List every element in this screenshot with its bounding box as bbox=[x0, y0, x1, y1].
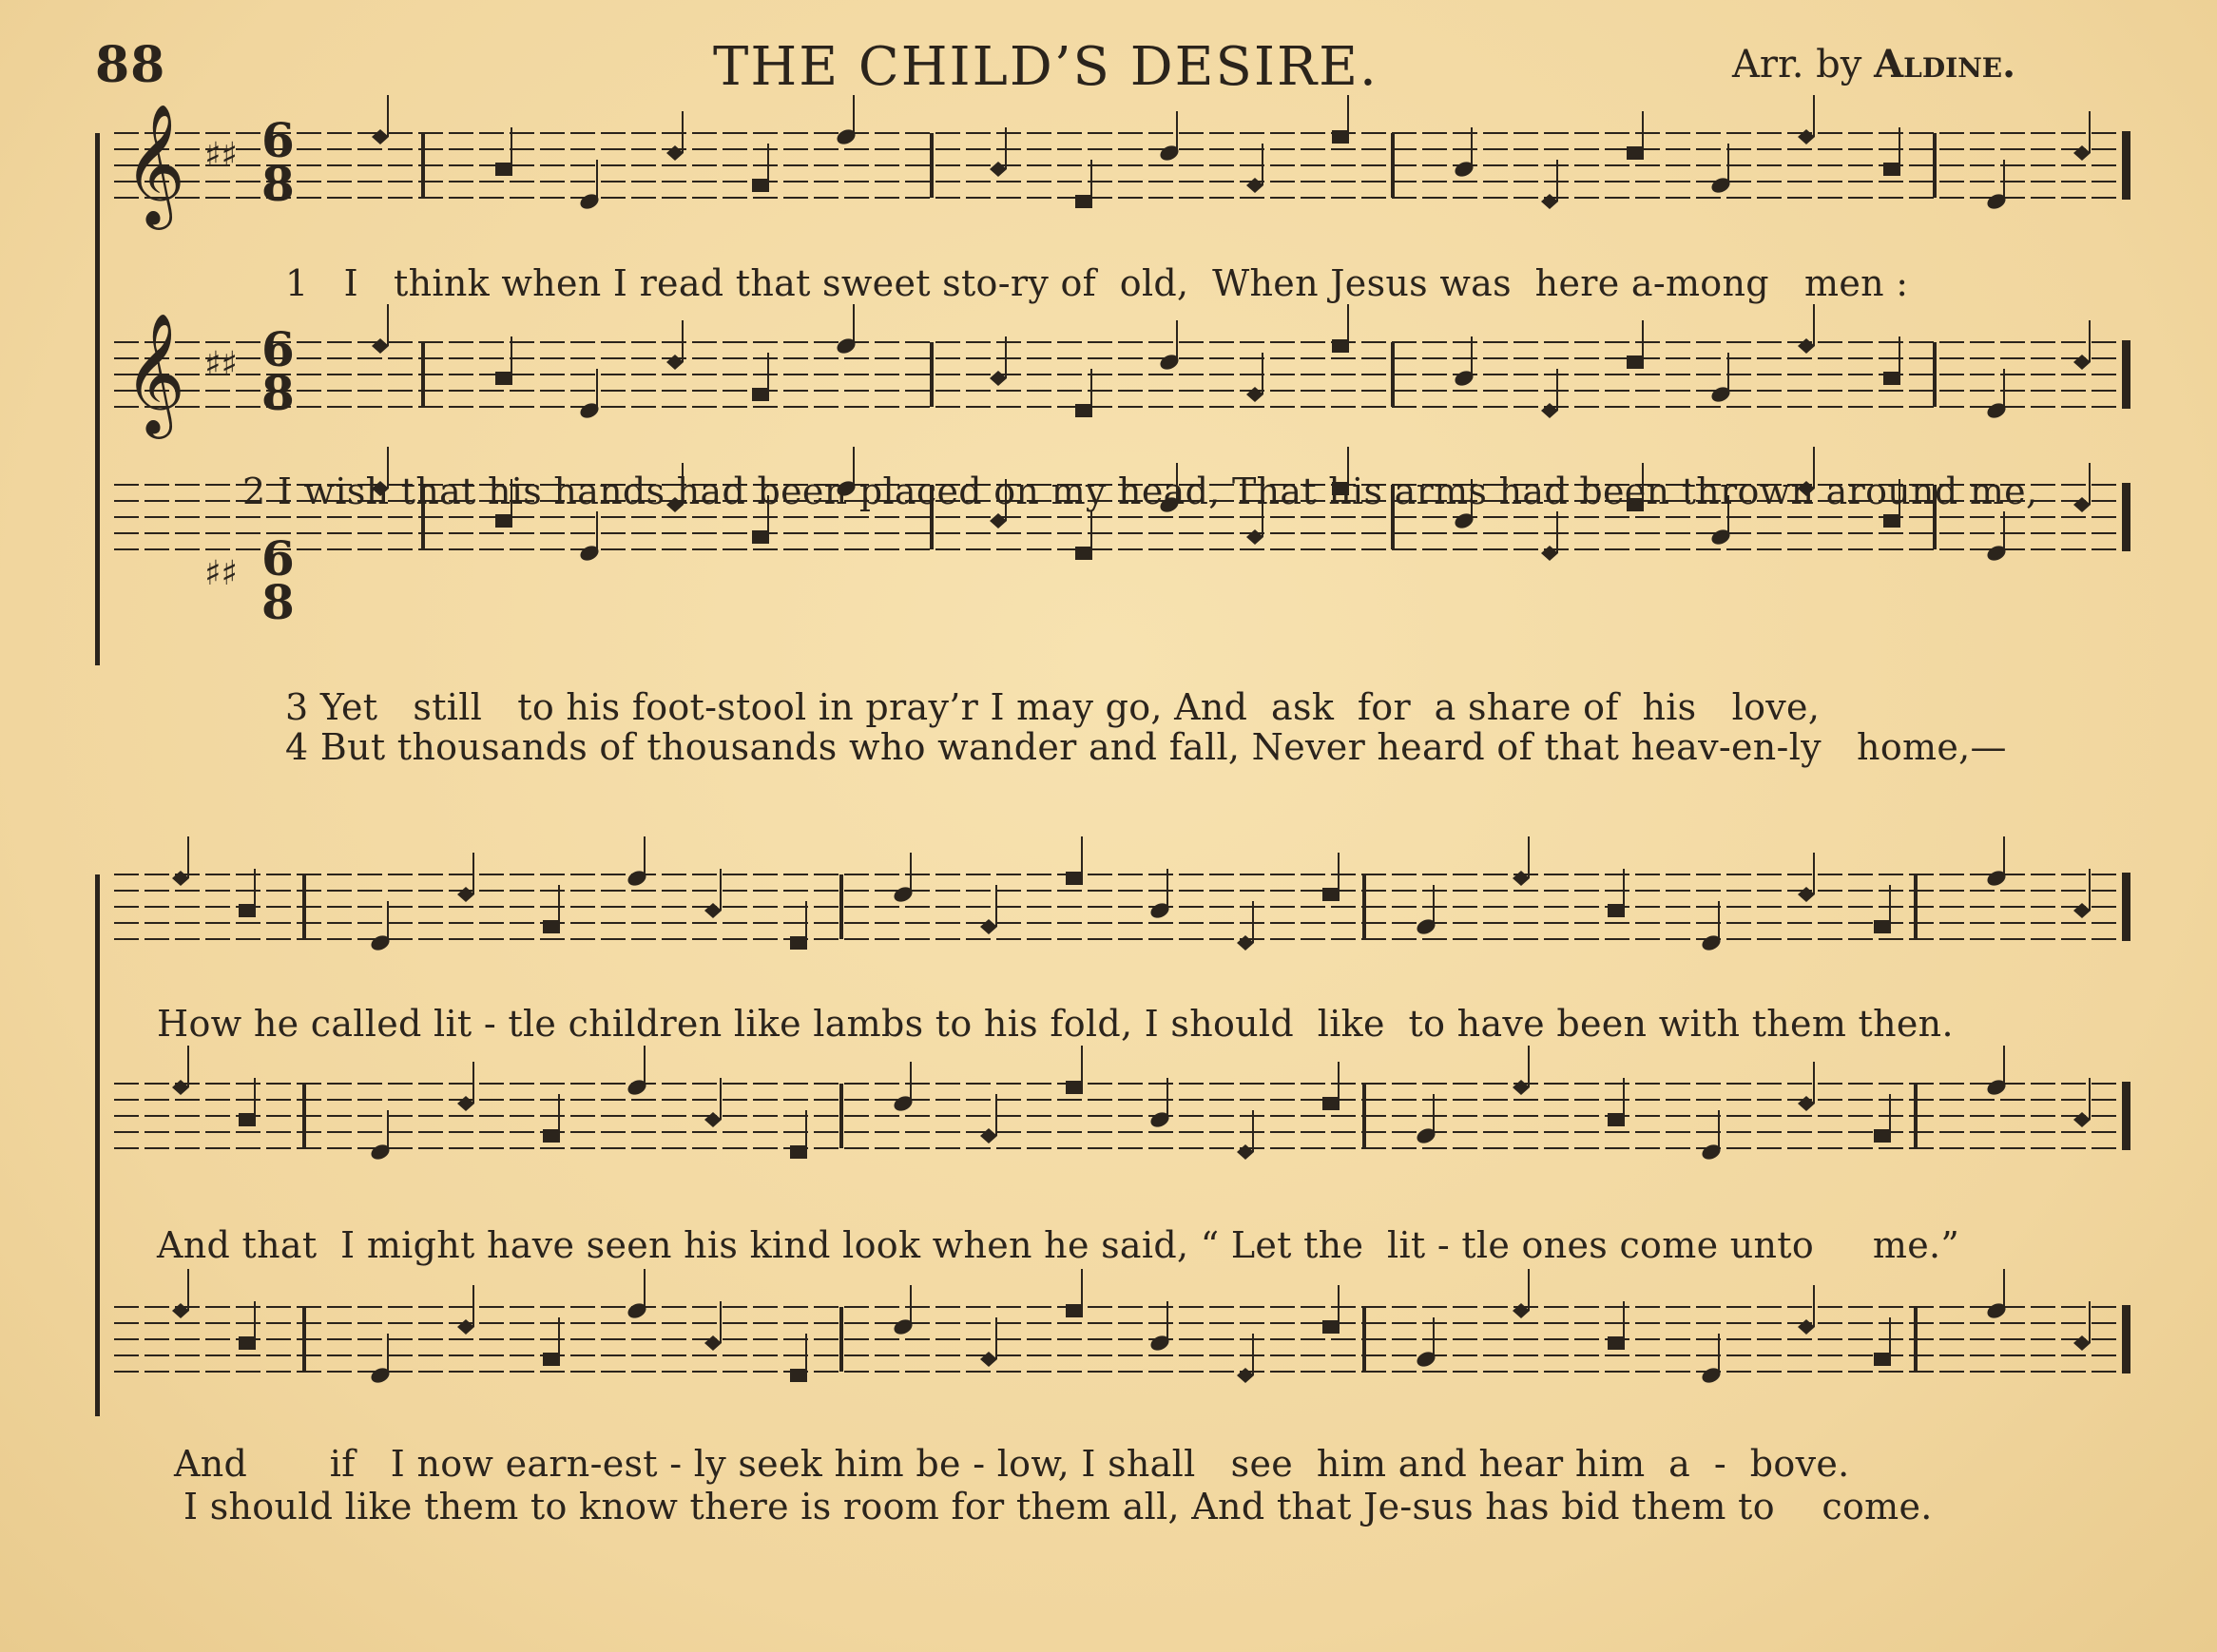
note-head bbox=[1798, 338, 1815, 354]
music-system-1 bbox=[95, 103, 2130, 630]
note-head bbox=[1513, 871, 1530, 886]
note-head bbox=[980, 919, 997, 934]
music-system-2 bbox=[95, 855, 2130, 1426]
system-1-notation bbox=[95, 95, 2130, 665]
note-head bbox=[1075, 404, 1092, 417]
lyric-line-6: And that I might have seen his kind look when he said, “ Let the lit - tle ones come unto me.” bbox=[157, 1224, 1960, 1266]
note-head bbox=[1513, 1080, 1530, 1095]
note-head bbox=[1332, 130, 1349, 144]
note-head bbox=[1246, 529, 1263, 545]
note-head bbox=[172, 1303, 189, 1318]
note-head bbox=[704, 1335, 722, 1351]
note-head bbox=[790, 1145, 807, 1159]
lyric-line-8: I should like them to know there is room for them all, And that Je-sus has bid them to come. bbox=[183, 1486, 1933, 1527]
note-head bbox=[172, 1080, 189, 1095]
arranger-credit bbox=[1732, 42, 2015, 86]
lyric-line-1: 1 I think when I read that sweet sto-ry of old, When Jesus was here a-mong men : bbox=[285, 262, 1909, 304]
note-head bbox=[704, 1112, 722, 1127]
time-signature-bottom: 8 bbox=[261, 574, 295, 630]
note-head bbox=[666, 355, 684, 370]
note-head bbox=[457, 1096, 474, 1111]
note-head bbox=[1246, 387, 1263, 402]
arranger-prefix: Arr. by bbox=[1732, 43, 1862, 86]
system-bracket bbox=[95, 133, 100, 665]
time-signature-top: 6 bbox=[261, 530, 295, 586]
treble-clef: 𝄞 bbox=[124, 103, 186, 224]
note-head bbox=[1883, 372, 1900, 385]
lyric-line-4: 4 But thousands of thousands who wander and fall, Never heard of that heav-en-ly home,— bbox=[285, 726, 2007, 768]
note-head bbox=[239, 1336, 256, 1350]
note-head bbox=[543, 920, 560, 933]
note-head bbox=[752, 179, 769, 192]
note-head bbox=[1237, 1144, 1254, 1160]
note-head bbox=[1541, 194, 1558, 209]
note-head bbox=[1322, 1320, 1340, 1334]
note-head bbox=[1798, 129, 1815, 144]
note-head bbox=[1874, 1129, 1891, 1143]
key-signature-sharps: ♯♯ bbox=[204, 136, 238, 175]
note-head bbox=[704, 903, 722, 918]
note-head bbox=[1246, 178, 1263, 193]
note-head bbox=[495, 514, 512, 528]
note-head bbox=[1066, 1304, 1083, 1317]
note-head bbox=[1513, 1303, 1530, 1318]
note-head bbox=[172, 871, 189, 886]
note-head bbox=[1075, 547, 1092, 560]
note-head bbox=[1608, 1336, 1625, 1350]
note-head bbox=[1237, 1368, 1254, 1383]
note-head bbox=[239, 904, 256, 917]
note-head bbox=[495, 372, 512, 385]
note-head bbox=[372, 129, 389, 144]
note-head bbox=[1608, 1113, 1625, 1126]
lyric-line-5: How he called lit - tle children like lambs to his fold, I should like to have been with them then. bbox=[157, 1003, 1954, 1045]
note-head bbox=[752, 530, 769, 544]
treble-clef: 𝄞 bbox=[124, 312, 186, 433]
note-head bbox=[1627, 146, 1644, 160]
note-head bbox=[1608, 904, 1625, 917]
final-bar-line bbox=[2122, 340, 2130, 409]
note-head bbox=[752, 388, 769, 401]
page-header bbox=[0, 36, 2217, 103]
note-head bbox=[666, 145, 684, 161]
note-head bbox=[790, 1369, 807, 1382]
time-signature-top: 6 bbox=[261, 112, 295, 168]
note-head bbox=[1541, 546, 1558, 561]
note-head bbox=[1874, 1353, 1891, 1366]
note-head bbox=[980, 1352, 997, 1367]
lyric-line-3: 3 Yet still to his foot-stool in pray’r I may go, And ask for a share of his love, bbox=[285, 686, 1821, 728]
final-bar-line bbox=[2122, 1082, 2130, 1150]
note-head bbox=[1627, 355, 1644, 369]
note-head bbox=[1798, 1319, 1815, 1335]
note-head bbox=[980, 1128, 997, 1143]
note-head bbox=[2073, 355, 2091, 370]
note-head bbox=[1237, 935, 1254, 951]
note-head bbox=[2073, 903, 2091, 918]
final-bar-line bbox=[2122, 483, 2130, 551]
note-head bbox=[239, 1113, 256, 1126]
final-bar-line bbox=[2122, 1305, 2130, 1373]
note-head bbox=[1883, 514, 1900, 528]
note-head bbox=[543, 1129, 560, 1143]
final-bar-line bbox=[2122, 873, 2130, 941]
time-signature-bottom: 8 bbox=[261, 365, 295, 421]
arranger-name: Aldine. bbox=[1874, 42, 2016, 86]
note-head bbox=[495, 163, 512, 176]
note-head bbox=[2073, 145, 2091, 161]
note-head bbox=[2073, 497, 2091, 512]
system-bracket bbox=[95, 874, 100, 1416]
time-signature-top: 6 bbox=[261, 321, 295, 377]
key-signature-sharps: ♯♯ bbox=[204, 554, 238, 593]
hymn-title: THE CHILD’S DESIRE. bbox=[713, 36, 1378, 98]
note-head bbox=[1883, 163, 1900, 176]
note-head bbox=[990, 162, 1007, 177]
note-head bbox=[1798, 887, 1815, 902]
note-head bbox=[2073, 1335, 2091, 1351]
note-head bbox=[372, 338, 389, 354]
note-head bbox=[1322, 888, 1340, 901]
note-head bbox=[990, 513, 1007, 528]
lyric-line-2: 2 I wish that his hands had been placed on my head, That his arms had been thrown around me, bbox=[242, 471, 2038, 512]
note-head bbox=[790, 936, 807, 950]
note-head bbox=[543, 1353, 560, 1366]
final-bar-line bbox=[2122, 131, 2130, 200]
page-number: 88 bbox=[95, 36, 166, 94]
note-head bbox=[1541, 403, 1558, 418]
note-head bbox=[2073, 1112, 2091, 1127]
note-head bbox=[990, 371, 1007, 386]
note-head bbox=[1332, 339, 1349, 353]
note-head bbox=[1798, 1096, 1815, 1111]
note-head bbox=[1874, 920, 1891, 933]
note-head bbox=[457, 887, 474, 902]
note-head bbox=[1066, 1081, 1083, 1094]
system-2-notation bbox=[95, 836, 2130, 1416]
time-signature-bottom: 8 bbox=[261, 156, 295, 212]
note-head bbox=[1075, 195, 1092, 208]
note-head bbox=[1066, 872, 1083, 885]
note-head bbox=[457, 1319, 474, 1335]
staves-system-2 bbox=[95, 855, 2130, 1426]
key-signature-sharps: ♯♯ bbox=[204, 345, 238, 384]
lyric-line-7: And if I now earn-est - ly seek him be - low, I shall see him and hear him a - bove. bbox=[174, 1443, 1850, 1485]
note-head bbox=[1322, 1097, 1340, 1110]
